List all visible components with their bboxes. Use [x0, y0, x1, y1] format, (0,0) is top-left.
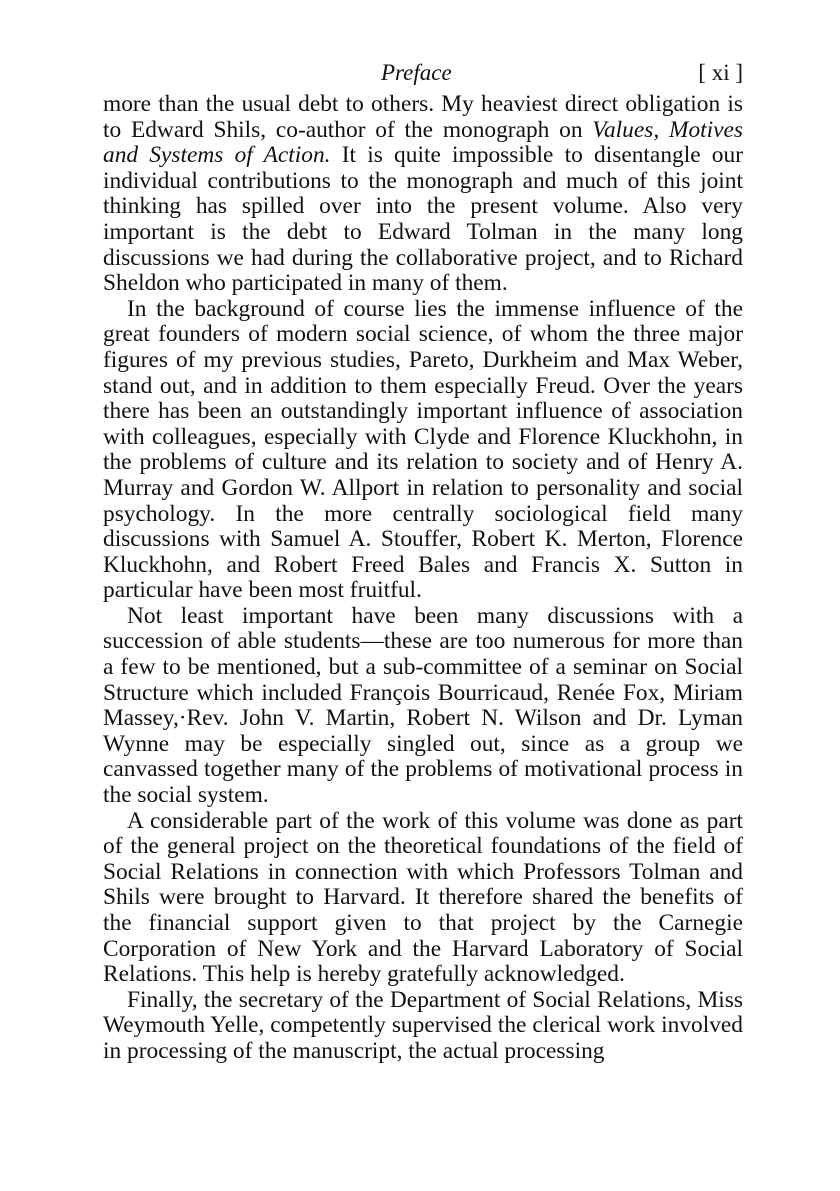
page-number: [ xi ] [698, 60, 743, 85]
running-title: Preface [381, 60, 452, 85]
paragraph-1-text-a: more than the usual debt to others. My heaviest direct obligation is to Edward Shils, co-author of the monograph on [103, 91, 743, 143]
paragraph-1 [103, 92, 743, 297]
paragraph-3: Not least important have been many discussions with a succession of able students—these are too numerous for more than a few to be mentioned, but a sub-committee of a seminar on Social Structure which included François Bourricaud, Renée Fox, Miriam Massey,·Rev. John V. Martin, Robert N. Wilson and Dr. Lyman Wynne may be especially singled out, since as a group we canvassed together many of the problems of motivational process in the social system. [103, 602, 743, 809]
body-text [103, 92, 743, 1065]
paragraph-4: A considerable part of the work of this volume was done as part of the general project on the theoretical foundations of the field of Social Relations in connection with which Professors Tolman and Shils were brought to Harvard. It therefore shared the benefits of the financial support given to that project by the Carnegie Corporation of New York and the Harvard Laboratory of Social Relations. This help is hereby gratefully acknowledged. [103, 807, 743, 988]
page-header [103, 58, 743, 92]
book-page [103, 58, 743, 1065]
paragraph-5: Finally, the secretary of the Department of Social Relations, Miss Weymouth Yelle, competently supervised the clerical work involved in processing of the manuscript, the actual processing [103, 986, 743, 1064]
monograph-title: Values, Motives and Systems of Action. [103, 116, 743, 169]
paragraph-1-text-b: It is quite impossible to disentangle our individual contributions to the monograph and much of this joint thinking has spilled over into the present volume. Also very important is the debt to Edward Tolman in the many long discussions we had during the collaborative project, and to Richard Sheldon who participated in many of them. [103, 142, 743, 297]
paragraph-2: In the background of course lies the immense influence of the great founders of modern social science, of whom the three major figures of my previous studies, Pareto, Durkheim and Max Weber, stand out, and in addition to them especially Freud. Over the years there has been an outstandingly important influence of association with colleagues, especially with Clyde and Florence Kluckhohn, in the problems of culture and its relation to society and of Henry A. Murray and Gordon W. Allport in relation to personality and social psychology. In the more centrally sociological field many discussions with Samuel A. Stouffer, Robert K. Merton, Florence Kluckhohn, and Robert Freed Bales and Francis X. Sutton in particular have been most fruitful. [103, 295, 743, 604]
